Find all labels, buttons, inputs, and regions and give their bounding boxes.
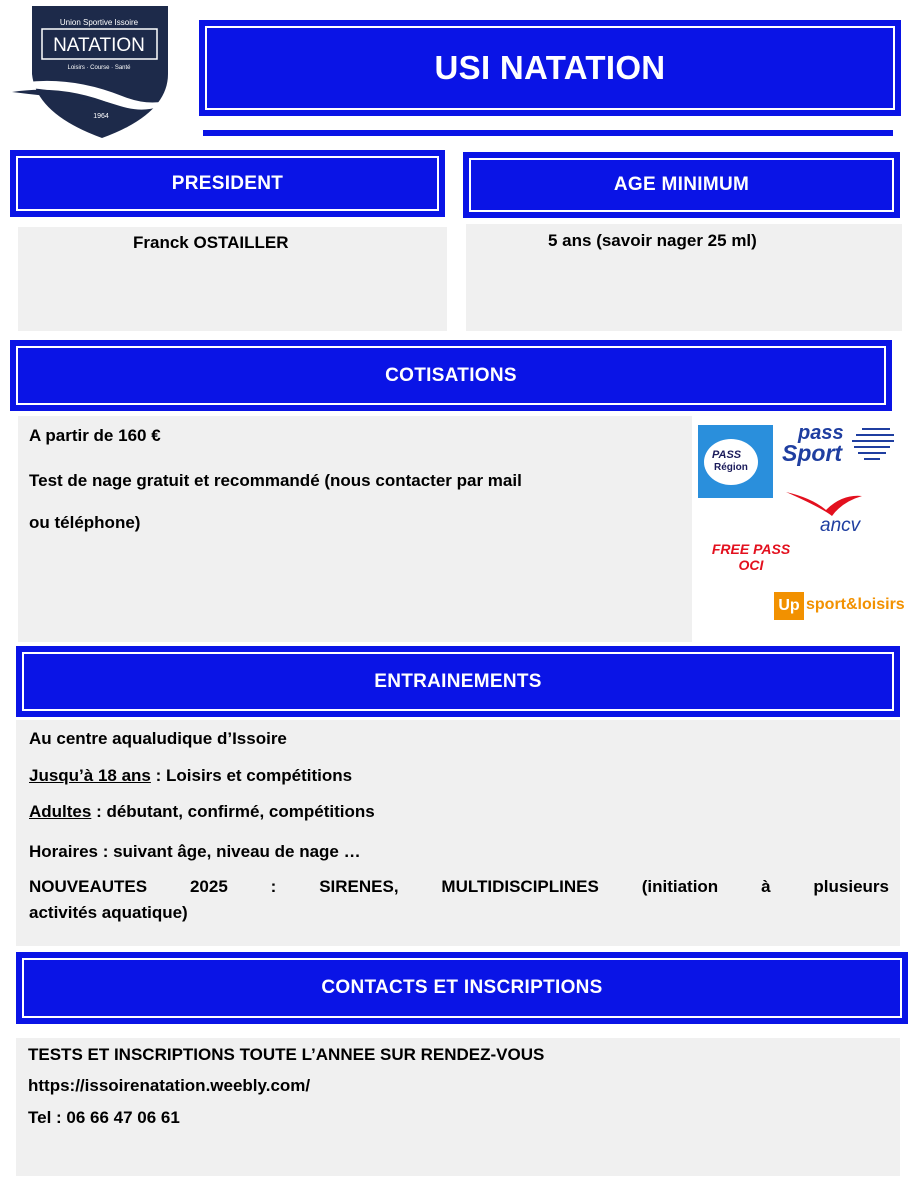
president-heading-box	[10, 150, 445, 217]
pass-region-text-2: Région	[714, 462, 748, 473]
free-pass-text-2: OCI	[738, 557, 764, 573]
logo-tagline: Loisirs · Course · Santé	[67, 65, 131, 71]
pass-sport-logo	[780, 422, 895, 472]
training-adults	[29, 802, 375, 822]
pass-region-logo	[698, 425, 773, 498]
president-name: Franck OSTAILLER	[133, 233, 289, 252]
contacts-phone[interactable]: Tel : 06 66 47 06 61	[28, 1108, 180, 1127]
president-heading: PRESIDENT	[16, 156, 439, 211]
contacts-tests: TESTS ET INSCRIPTIONS TOUTE L’ANNEE SUR RENDEZ-VOUS	[28, 1045, 545, 1064]
ancv-text: ancv	[820, 515, 861, 536]
training-youth-label: Jusqu’à 18 ans	[29, 766, 151, 785]
contacts-website[interactable]: https://issoirenatation.weebly.com/	[28, 1076, 311, 1095]
up-badge: Up	[774, 592, 804, 620]
free-pass-text-1: FREE PASS	[711, 541, 791, 557]
contacts-heading-box	[16, 952, 908, 1024]
logo-club-name: Union Sportive Issoire	[59, 18, 139, 27]
training-news-line2: activités aquatique)	[29, 903, 188, 922]
pass-sport-lines-icon	[850, 426, 895, 466]
cotisations-heading-box	[10, 340, 892, 411]
contacts-heading: CONTACTS ET INSCRIPTIONS	[22, 958, 902, 1018]
age-heading: AGE MINIMUM	[469, 158, 894, 212]
logo-title: NATATION	[53, 35, 145, 56]
up-sport-loisirs-logo	[774, 592, 908, 622]
cotisations-test-line2: ou téléphone)	[29, 513, 141, 532]
logo-year: 1964	[93, 113, 109, 120]
free-pass-logo	[706, 541, 796, 581]
training-news-line1: NOUVEAUTES 2025 : SIRENES, MULTIDISCIPLINES (initiation à plusieurs	[29, 877, 889, 896]
training-location: Au centre aqualudique d’Issoire	[29, 729, 287, 748]
club-logo	[2, 2, 177, 142]
age-value: 5 ans (savoir nager 25 ml)	[548, 231, 757, 250]
pass-region-text-1: PASS	[712, 449, 742, 461]
header-underline	[203, 130, 893, 136]
entrainements-heading-box	[16, 646, 900, 717]
page-title: USI NATATION	[205, 26, 895, 110]
up-text: sport&loisirs	[806, 596, 905, 613]
pass-sport-text-2: Sport	[782, 440, 843, 466]
training-youth-value: : Loisirs et compétitions	[150, 766, 353, 785]
cotisations-price: A partir de 160 €	[29, 426, 161, 445]
cotisations-heading: COTISATIONS	[16, 346, 886, 405]
training-adults-label: Adultes	[29, 802, 92, 821]
header-title-box	[199, 20, 901, 116]
cotisations-test-line1: Test de nage gratuit et recommandé (nous contacter par mail	[29, 471, 522, 490]
club-crest-icon	[2, 2, 177, 142]
pass-sport-text-1: pass	[798, 422, 844, 444]
ancv-logo	[782, 486, 874, 538]
entrainements-heading: ENTRAINEMENTS	[22, 652, 894, 711]
training-schedule: Horaires : suivant âge, niveau de nage …	[29, 842, 361, 861]
training-youth	[29, 766, 352, 786]
age-heading-box	[463, 152, 900, 218]
training-adults-value: : débutant, confirmé, compétitions	[91, 802, 375, 821]
